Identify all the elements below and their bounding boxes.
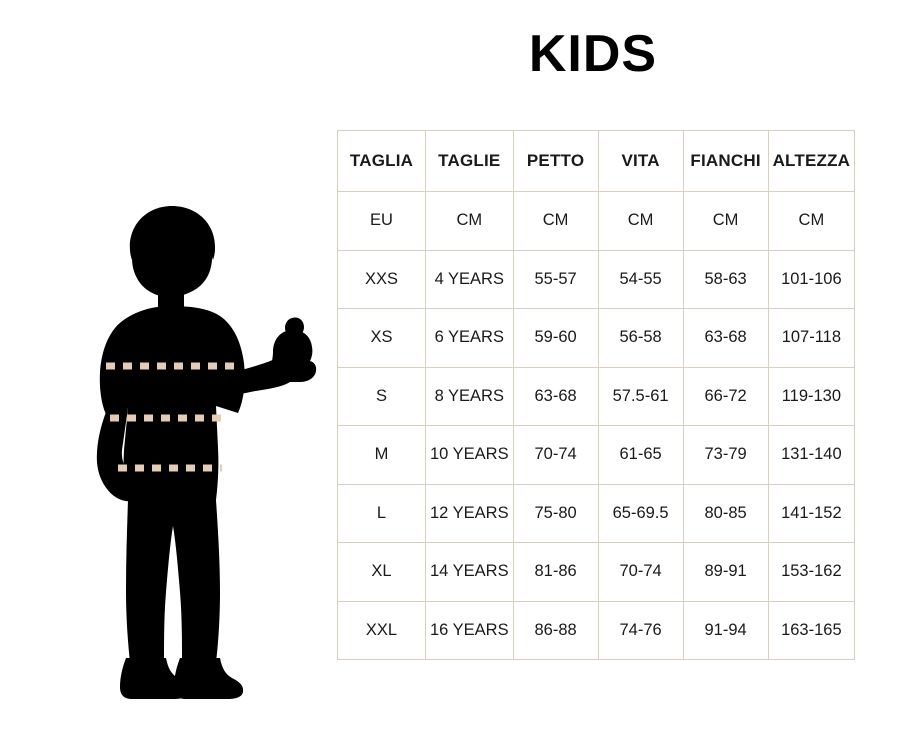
table-row <box>338 367 855 426</box>
cell-vita: 54-55 <box>598 250 683 309</box>
cell-vita: 56-58 <box>598 309 683 368</box>
cell-altezza: 163-165 <box>768 601 855 660</box>
column-header-vita: VITA <box>598 131 683 192</box>
unit-vita: CM <box>598 192 683 251</box>
cell-altezza: 141-152 <box>768 484 855 543</box>
cell-petto: 86-88 <box>513 601 598 660</box>
cell-taglie: 14 YEARS <box>426 543 514 602</box>
cell-altezza: 101-106 <box>768 250 855 309</box>
cell-altezza: 131-140 <box>768 426 855 485</box>
table-row <box>338 250 855 309</box>
table-row <box>338 426 855 485</box>
cell-taglie: 8 YEARS <box>426 367 514 426</box>
column-header-taglia: TAGLIA <box>338 131 426 192</box>
cell-fianchi: 66-72 <box>683 367 768 426</box>
cell-taglie: 6 YEARS <box>426 309 514 368</box>
table-header-row <box>338 131 855 192</box>
cell-taglia: XXL <box>338 601 426 660</box>
cell-taglia: L <box>338 484 426 543</box>
cell-taglia: XL <box>338 543 426 602</box>
size-chart-table <box>337 130 855 660</box>
cell-vita: 74-76 <box>598 601 683 660</box>
cell-fianchi: 63-68 <box>683 309 768 368</box>
table-row <box>338 601 855 660</box>
unit-taglia: EU <box>338 192 426 251</box>
cell-vita: 65-69.5 <box>598 484 683 543</box>
unit-taglie: CM <box>426 192 514 251</box>
cell-altezza: 119-130 <box>768 367 855 426</box>
cell-fianchi: 91-94 <box>683 601 768 660</box>
cell-petto: 63-68 <box>513 367 598 426</box>
column-header-taglie: TAGLIE <box>426 131 514 192</box>
cell-taglia: M <box>338 426 426 485</box>
cell-taglia: XXS <box>338 250 426 309</box>
cell-vita: 57.5-61 <box>598 367 683 426</box>
column-header-fianchi: FIANCHI <box>683 131 768 192</box>
unit-altezza: CM <box>768 192 855 251</box>
cell-petto: 55-57 <box>513 250 598 309</box>
table-row <box>338 484 855 543</box>
column-header-altezza: ALTEZZA <box>768 131 855 192</box>
unit-fianchi: CM <box>683 192 768 251</box>
silhouette-body <box>97 206 316 699</box>
boy-silhouette-illustration <box>70 200 320 700</box>
cell-altezza: 153-162 <box>768 543 855 602</box>
cell-petto: 75-80 <box>513 484 598 543</box>
column-header-petto: PETTO <box>513 131 598 192</box>
cell-taglia: S <box>338 367 426 426</box>
cell-vita: 61-65 <box>598 426 683 485</box>
cell-taglie: 10 YEARS <box>426 426 514 485</box>
page-title: KIDS <box>528 25 658 83</box>
cell-petto: 59-60 <box>513 309 598 368</box>
cell-petto: 70-74 <box>513 426 598 485</box>
cell-fianchi: 80-85 <box>683 484 768 543</box>
table-row <box>338 309 855 368</box>
table-units-row <box>338 192 855 251</box>
cell-petto: 81-86 <box>513 543 598 602</box>
table-row <box>338 543 855 602</box>
cell-vita: 70-74 <box>598 543 683 602</box>
cell-taglie: 12 YEARS <box>426 484 514 543</box>
cell-taglia: XS <box>338 309 426 368</box>
cell-taglie: 16 YEARS <box>426 601 514 660</box>
cell-fianchi: 58-63 <box>683 250 768 309</box>
cell-fianchi: 73-79 <box>683 426 768 485</box>
cell-altezza: 107-118 <box>768 309 855 368</box>
cell-fianchi: 89-91 <box>683 543 768 602</box>
unit-petto: CM <box>513 192 598 251</box>
cell-taglie: 4 YEARS <box>426 250 514 309</box>
